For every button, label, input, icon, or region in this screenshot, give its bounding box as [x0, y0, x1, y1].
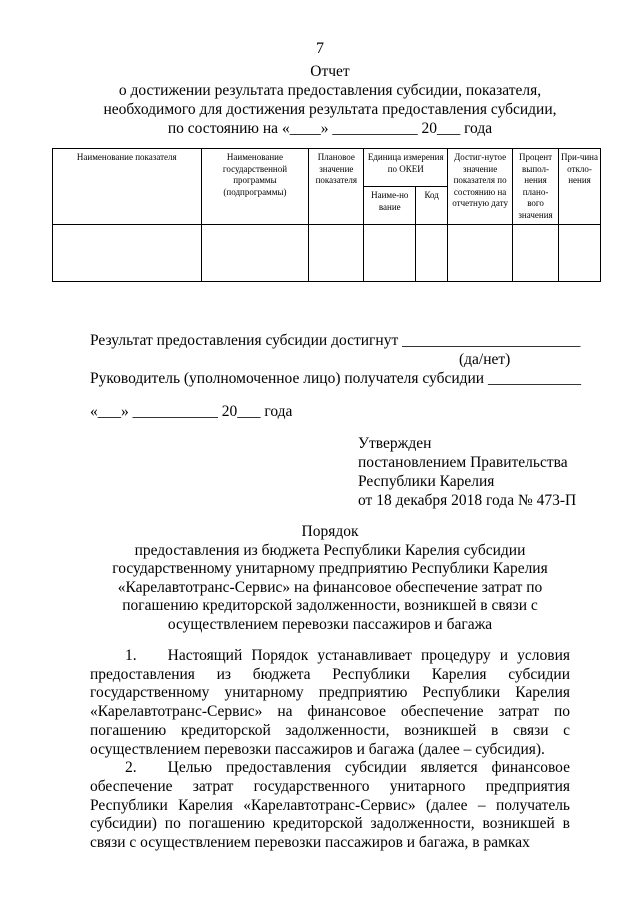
header-unit-name: Наиме-но вание	[364, 187, 416, 225]
report-subtitle-line1: о достижении результата предоставления субсидии, показателя,	[118, 82, 542, 99]
procedure-title: Порядок	[301, 523, 359, 540]
procedure-line1: предоставления из бюджета Республики Карелия субсидии	[134, 541, 526, 559]
header-unit-code: Код	[416, 187, 448, 225]
approved-line1: Утвержден	[358, 435, 432, 452]
cell-percent-plan	[513, 225, 559, 282]
report-subtitle-line2: необходимого для достижения результата предоставления субсидии,	[103, 101, 557, 118]
report-table	[52, 148, 601, 282]
page-number: 7	[316, 40, 324, 57]
header-achieved-value: Достиг-нутое значение показателя по состоянию на отчетную дату	[448, 149, 513, 225]
report-title: Отчет	[310, 63, 350, 80]
procedure-heading	[60, 523, 600, 634]
report-subtitle-line3: по состоянию на «____» ___________ 20___ года	[167, 120, 493, 137]
cell-unit-code	[416, 225, 448, 282]
cell-achieved-value	[448, 225, 513, 282]
cell-deviation-reason	[559, 225, 601, 282]
header-planned-value: Плановое значение показателя	[309, 149, 364, 225]
procedure-line2: государственному унитарному предприятию Республики Карелия	[112, 560, 548, 577]
body-text	[90, 647, 570, 853]
header-unit-okei: Единица измерения по ОКЕИ	[364, 149, 448, 187]
approval-stamp-text	[358, 434, 576, 510]
cell-unit-name	[364, 225, 416, 282]
cell-program-name	[201, 225, 309, 282]
header-deviation-reason: При-чина откло-нения	[559, 149, 601, 225]
cell-indicator-name	[53, 225, 202, 282]
result-achieved-line: Результат предоставления субсидии достигнут _______________________	[90, 332, 581, 349]
head-signature-line: Руководитель (уполномоченное лицо) получателя субсидии ____________	[90, 370, 581, 387]
paragraph-1: 1. Настоящий Порядок устанавливает процедуру и условия предоставления из бюджета Республики Карелия субсидии государственному унитарному предприятию Республики Карелия «Карелавтотранс-Сервис» на финансовое обеспечение затрат по погашению кредиторской задолженности, возникшей в связи с осуществлением перевозки пассажиров и багажа (далее – субсидия).	[90, 647, 570, 758]
table-row	[53, 225, 601, 282]
date-line: «___» ___________ 20___ года	[90, 403, 293, 420]
report-title-block	[60, 62, 600, 138]
cell-planned-value	[309, 225, 364, 282]
header-percent-plan: Процент выпол-нения плано-вого значения	[513, 149, 559, 225]
paragraph-2: 2. Целью предоставления субсидии является финансовое обеспечение затрат государственного унитарного предприятия Республики Карелия «Карелавтотранс-Сервис» (далее – получатель субсидии) по погашению кредиторской задолженности, возникшей в связи с осуществлением перевозки пассажиров и багажа, в рамках	[90, 759, 570, 852]
header-program-name: Наименование государственной программы (подпрограммы)	[201, 149, 309, 225]
yes-no-hint: (да/нет)	[459, 351, 511, 368]
approved-line4: от 18 декабря 2018 года № 473-П	[358, 492, 577, 509]
procedure-line4: погашению кредиторской задолженности, возникшей в связи с	[122, 597, 538, 614]
approved-line3: Республики Карелия	[358, 473, 495, 490]
procedure-line3: «Карелавтотранс-Сервис» на финансовое обеспечение затрат по	[117, 578, 543, 596]
procedure-line5: осуществлением перевозки пассажиров и багажа	[167, 615, 493, 633]
approved-line2: постановлением Правительства	[358, 454, 568, 471]
header-indicator-name: Наименование показателя	[53, 149, 202, 225]
